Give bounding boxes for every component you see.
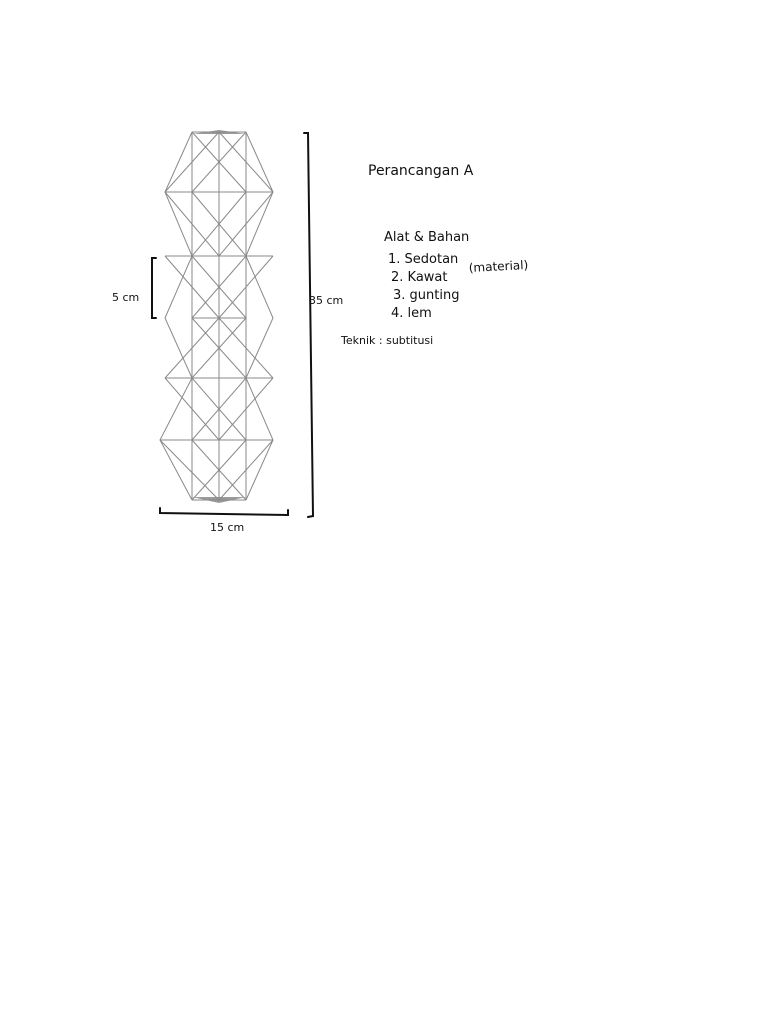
materials-heading: Alat & Bahan xyxy=(384,230,470,245)
material-item: 4. lem xyxy=(391,306,432,321)
technique-label: Teknik : subtitusi xyxy=(341,334,434,347)
width-label: 15 cm xyxy=(210,521,245,534)
materials-note: (material) xyxy=(468,257,529,275)
brace xyxy=(160,440,219,500)
material-item: 3. gunting xyxy=(393,288,460,303)
width-dimension-line xyxy=(160,508,288,515)
segment-height-dimension-line xyxy=(152,258,156,318)
segment-height-label: 5 cm xyxy=(112,291,140,304)
page-title: Perancangan A xyxy=(368,163,474,179)
tower-structure-drawing xyxy=(160,130,273,503)
material-item: 1. Sedotan xyxy=(388,252,459,267)
material-item: 2. Kawat xyxy=(391,270,448,285)
total-height-label: 35 cm xyxy=(309,294,344,307)
total-height-dimension-line xyxy=(304,133,313,517)
